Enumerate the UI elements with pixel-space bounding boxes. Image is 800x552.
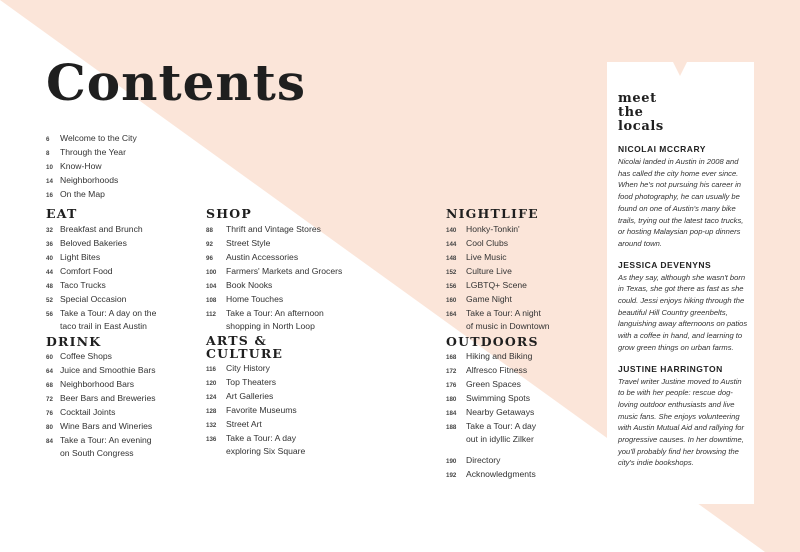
- page-title: Contents: [46, 53, 307, 112]
- list-item[interactable]: 64 Juice and Smoothie Bars: [46, 365, 156, 375]
- list-item[interactable]: 124 Art Galleries: [206, 391, 274, 401]
- section-heading-shop: SHOP: [206, 206, 252, 221]
- list-item[interactable]: 168 Hiking and Biking: [446, 351, 533, 361]
- local-person: [618, 260, 748, 354]
- back-matter-list: [446, 454, 536, 482]
- list-item[interactable]: 188 Take a Tour: A day out in idyllic Zilker: [446, 421, 537, 444]
- intro-list: [46, 132, 137, 202]
- person-name: JUSTINE HARRINGTON: [618, 363, 723, 374]
- list-item[interactable]: 32 Breakfast and Brunch: [46, 224, 143, 234]
- list-item[interactable]: 72 Beer Bars and Breweries: [46, 393, 156, 403]
- section-heading-drink: DRINK: [46, 334, 102, 349]
- heading-line: ARTS &: [206, 333, 268, 348]
- list-item[interactable]: 52 Special Occasion: [46, 294, 127, 304]
- meet-the-locals-panel: [607, 62, 754, 504]
- list-item[interactable]: 14 Neighborhoods: [46, 175, 119, 185]
- heading-line: CULTURE: [206, 346, 284, 362]
- list-item[interactable]: 10 Know-How: [46, 161, 102, 171]
- list-item[interactable]: 184 Nearby Getaways: [446, 407, 535, 417]
- local-person: [618, 144, 748, 250]
- list-item[interactable]: 112 Take a Tour: An afternoon shopping in North Loop: [206, 308, 324, 331]
- list-item[interactable]: 36 Beloved Bakeries: [46, 238, 127, 248]
- list-item[interactable]: 156 LGBTQ+ Scene: [446, 280, 527, 290]
- list-item[interactable]: 116 City History: [206, 363, 270, 373]
- person-bio: Travel writer Justine moved to Austin to be with her people: rescue dog-loving outdoor enthusiasts and live music fans. She enjoys volunteering with Austin Mutual Aid and rallying for progressive causes. In her downtime, you'll probably find her browsing the city's indie bookshops.: [618, 376, 745, 468]
- bookmark-notch: [673, 62, 687, 76]
- list-item[interactable]: 136 Take a Tour: A day exploring Six Square: [206, 433, 306, 456]
- list-item[interactable]: 84 Take a Tour: An evening on South Congress: [46, 435, 152, 458]
- list-item[interactable]: 100 Farmers' Markets and Grocers: [206, 266, 343, 276]
- list-item[interactable]: 128 Favorite Museums: [206, 405, 297, 415]
- section-heading-outdoors: OUTDOORS: [446, 334, 539, 349]
- arts-list: [206, 362, 305, 458]
- list-item[interactable]: 56 Take a Tour: A day on the taco trail in East Austin: [46, 308, 157, 331]
- list-item[interactable]: 108 Home Touches: [206, 294, 284, 304]
- list-item[interactable]: 8 Through the Year: [46, 147, 126, 157]
- person-bio: Nicolai landed in Austin in 2008 and has called the city home ever since. When he's not pursuing his career in food photography, he can usually be found on one of Austin's many bike trails, trying out the latest taco trucks, or hosting Malaysian pop-up dinners around town.: [618, 157, 744, 248]
- list-item[interactable]: 60 Coffee Shops: [46, 351, 112, 361]
- list-item[interactable]: 164 Take a Tour: A night of music in Downtown: [446, 308, 550, 331]
- nightlife-list: [446, 223, 550, 333]
- list-item[interactable]: 16 On the Map: [46, 189, 105, 199]
- list-item[interactable]: 44 Comfort Food: [46, 266, 113, 276]
- list-item[interactable]: 68 Neighborhood Bars: [46, 379, 135, 389]
- list-item[interactable]: 180 Swimming Spots: [446, 393, 530, 403]
- shop-list: [206, 223, 342, 333]
- section-heading-eat: EAT: [46, 206, 78, 221]
- locals-heading: [618, 92, 748, 134]
- heading-line: locals: [618, 119, 664, 134]
- list-item[interactable]: 152 Culture Live: [446, 266, 512, 276]
- list-item[interactable]: 140 Honky-Tonkin': [446, 224, 520, 234]
- list-item[interactable]: 144 Cool Clubs: [446, 238, 509, 248]
- heading-line: meet: [618, 91, 657, 106]
- list-item[interactable]: 172 Alfresco Fitness: [446, 365, 528, 375]
- list-item[interactable]: 132 Street Art: [206, 419, 262, 429]
- locals-content: [618, 92, 748, 469]
- person-bio: As they say, although she wasn't born in Texas, she got there as fast as she could. Jessi enjoys hiking through the beautiful Hill Country greenbelts, languishing away afternoons on patios with a coffee in hand, and learning to grow green things on urban farms.: [618, 272, 748, 352]
- person-name: NICOLAI MCCRARY: [618, 144, 706, 154]
- list-item[interactable]: 104 Book Nooks: [206, 280, 273, 290]
- list-item[interactable]: 88 Thrift and Vintage Stores: [206, 224, 321, 234]
- eat-list: [46, 223, 156, 333]
- section-heading-nightlife: NIGHTLIFE: [446, 206, 539, 221]
- list-item[interactable]: 92 Street Style: [206, 238, 271, 248]
- list-item[interactable]: 6 Welcome to the City: [46, 133, 137, 143]
- list-item[interactable]: 96 Austin Accessories: [206, 252, 299, 262]
- list-item[interactable]: 76 Cocktail Joints: [46, 407, 116, 417]
- drink-list: [46, 350, 156, 460]
- heading-line: the: [618, 105, 644, 120]
- local-person: [618, 364, 748, 470]
- list-item[interactable]: 120 Top Theaters: [206, 377, 277, 387]
- list-item[interactable]: 192 Acknowledgments: [446, 469, 536, 479]
- person-name: JESSICA DEVENYNS: [618, 259, 712, 270]
- list-item[interactable]: 80 Wine Bars and Wineries: [46, 421, 153, 431]
- list-item[interactable]: 48 Taco Trucks: [46, 280, 106, 290]
- list-item[interactable]: 160 Game Night: [446, 294, 512, 304]
- outdoors-list: [446, 350, 536, 446]
- list-item[interactable]: 176 Green Spaces: [446, 379, 521, 389]
- list-item[interactable]: 40 Light Bites: [46, 252, 101, 262]
- section-heading-arts-culture: [206, 334, 283, 360]
- list-item[interactable]: 148 Live Music: [446, 252, 507, 262]
- list-item[interactable]: 190 Directory: [446, 455, 501, 465]
